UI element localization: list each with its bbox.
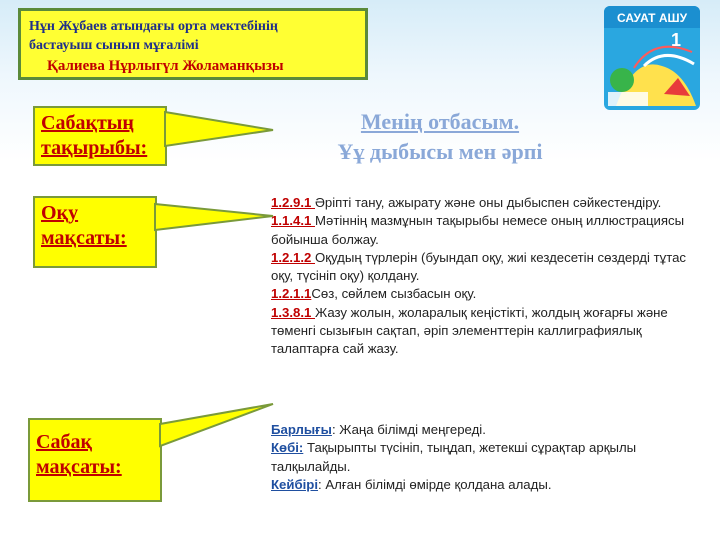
- logo-grade: 1: [670, 30, 682, 50]
- teacher-name: Қалиева Нұрлыгүл Жоламанқызы: [47, 58, 284, 74]
- outcome-item: Кейбірі: Алған білімді өмірде қолдана алады.: [271, 476, 552, 492]
- objective-item: 1.2.9.1 Әріпті тану, ажырату және оны дыбыспен сәйкестендіру.: [271, 195, 662, 210]
- outcome-item: Барлығы: Жаңа білімді меңгереді.: [271, 422, 486, 437]
- topic-callout-tail: [165, 108, 275, 158]
- lesson-goals-label: Сабақ мақсаты:: [28, 418, 162, 502]
- objective-item: 1.3.8.1 Жазу жолын, жоларалық кеңістікті, жолдың жоғарғы және төменгі сызығын сақтап, әріп элементтерін каллиграфиялық талаптарға сай жазу.: [271, 304, 668, 357]
- learning-goals-label: Оқу мақсаты:: [33, 196, 157, 268]
- outcome-item: Көбі: Тақырыпты түсініп, тыңдап, жетекші сұрақтар арқылы талқылайды.: [271, 440, 637, 474]
- lesson-outcomes: [271, 421, 696, 494]
- author-header: [18, 8, 368, 80]
- lesson-title: [290, 107, 590, 167]
- topic-label: Сабақтың тақырыбы:: [33, 106, 167, 166]
- textbook-cover-icon: [604, 6, 700, 110]
- objective-item: 1.2.1.1Сөз, сөйлем сызбасын оқу.: [271, 286, 477, 302]
- logo-title: САУАТ АШУ: [616, 11, 688, 25]
- lesson-title-line1: Менің отбасым.: [360, 109, 520, 134]
- lesson-goals-callout-tail: [160, 400, 275, 460]
- learning-objectives: [271, 194, 696, 359]
- learning-goals-callout-tail: [155, 200, 275, 240]
- objective-item: 1.2.1.2 Оқудың түрлерін (буындап оқу, жиі кездесетін сөздерді тұтас оқу, түсініп оқу) қолдану.: [271, 249, 687, 284]
- objective-item: 1.1.4.1 Мәтіннің мазмұнын тақырыбы немесе оның иллюстрациясы бойынша болжау.: [271, 213, 685, 247]
- school-name: Нұн Жұбаев атындағы орта мектебінің: [29, 19, 278, 34]
- lesson-title-line2: Ұұ дыбысы мен әрпі: [337, 139, 543, 164]
- teacher-position: бастауыш сынып мұғалімі: [29, 38, 199, 53]
